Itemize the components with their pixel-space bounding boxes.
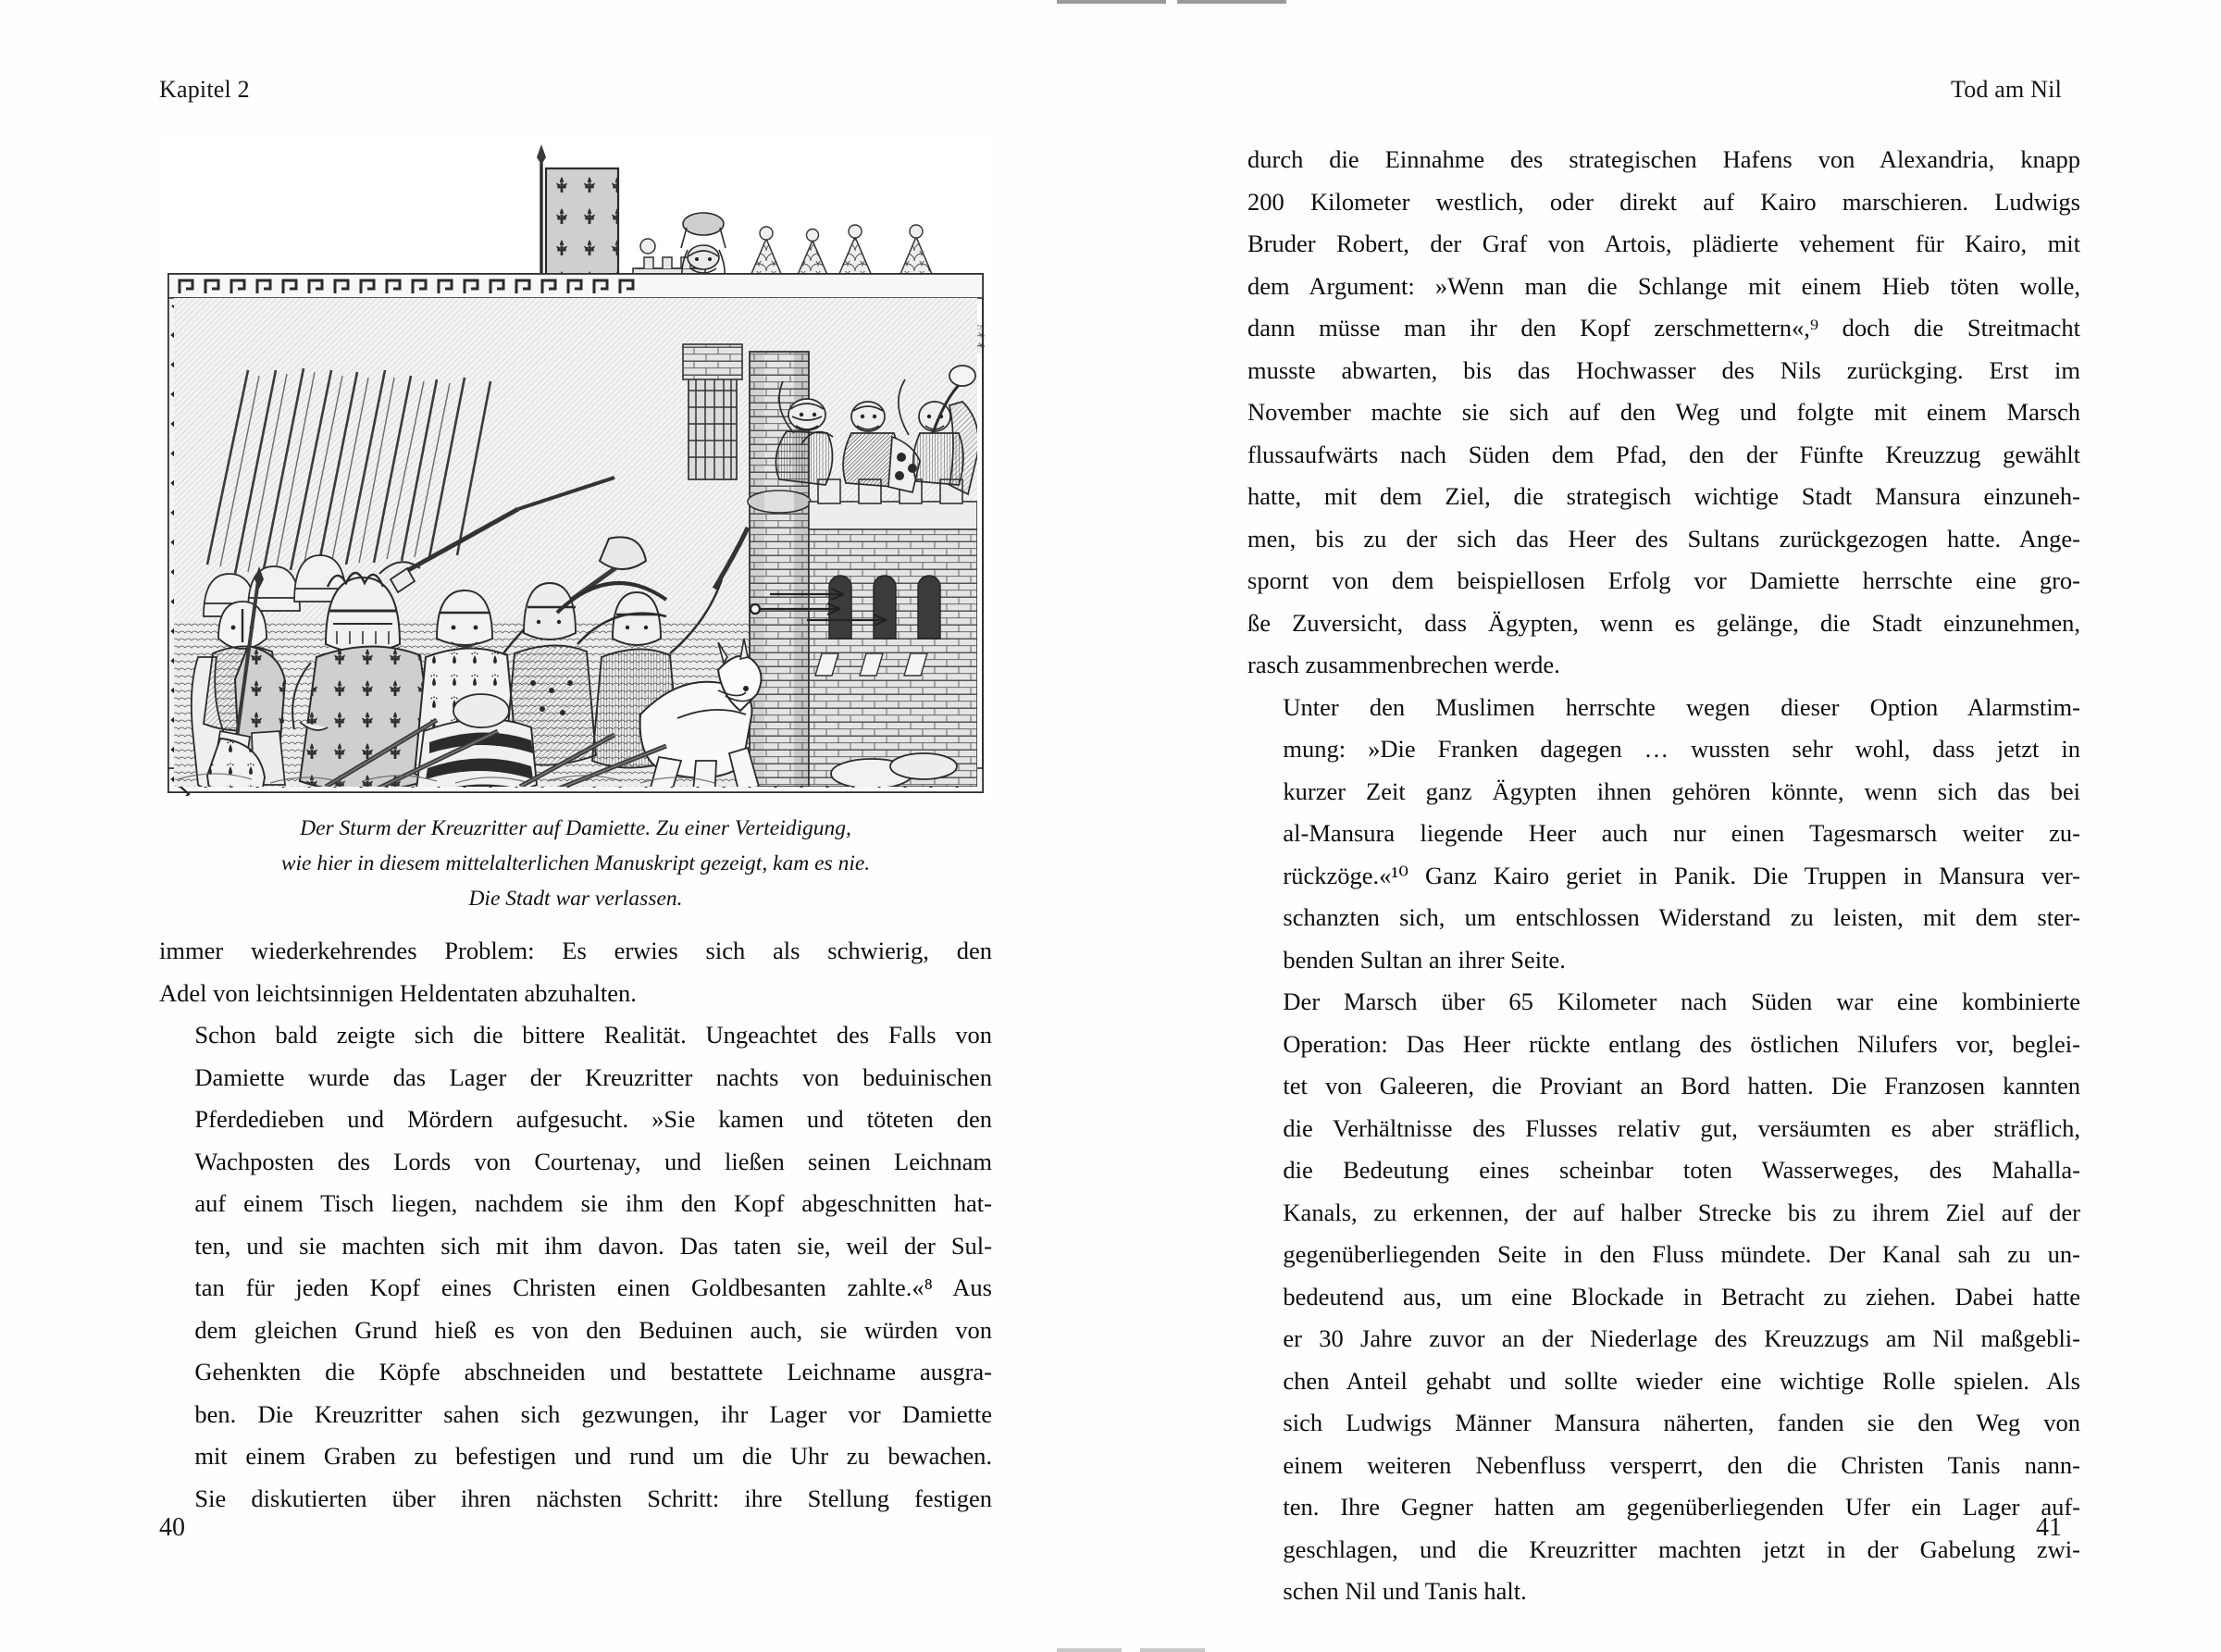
body-column-right	[1247, 139, 2080, 1613]
text-line: Der Marsch über 65 Kilometer nach Süden war eine kombinierte	[1283, 987, 2080, 1015]
text-line: rasch zusammenbrechen werde.	[1247, 651, 1560, 678]
text-line: Operation: Das Heer rückte entlang des östlichen Nilufers vor, beglei-	[1283, 1029, 2080, 1058]
text-line: schen Nil und Tanis halt.	[1283, 1577, 1527, 1605]
text-line: benden Sultan an ihrer Seite.	[1283, 945, 1566, 974]
text-line: schanzten sich, um entschlossen Widerstand zu leisten, mit dem ster-	[1283, 903, 2080, 931]
text-line: immer wiederkehrendes Problem: Es erwies sich als schwierig, den	[159, 937, 992, 964]
text-line: ben. Die Kreuzritter sahen sich gezwungen, ihr Lager vor Damiette	[194, 1399, 992, 1428]
text-line: ten, und sie machten sich mit ihm davon. Das taten sie, weil der Sul-	[194, 1231, 992, 1260]
page-number-left: 40	[159, 1513, 185, 1542]
figure-block	[159, 139, 992, 916]
text-line: mit einem Graben zu befestigen und rund um die Uhr zu bewachen.	[194, 1442, 992, 1470]
text-line: Sie diskutierten über ihren nächsten Schritt: ihre Stellung festigen	[194, 1484, 992, 1512]
paragraph	[1247, 981, 2080, 1613]
running-head-title: Tod am Nil	[1950, 76, 2062, 103]
text-line: gegenüberliegenden Seite in den Fluss mündete. Der Kanal sah zu un-	[1283, 1240, 2080, 1268]
text-line: musste abwarten, bis das Hochwasser des Nils zurückging. Erst im	[1247, 355, 2080, 384]
text-line-footnote-9: dann müsse man ihr den Kopf zerschmettern«,⁹ doch die Streitmacht	[1247, 314, 2080, 342]
text-line: die Bedeutung eines scheinbar toten Wasserweges, des Mahalla-	[1283, 1156, 2080, 1184]
figure-caption	[159, 811, 992, 916]
body-column-left	[159, 930, 992, 1520]
text-line: er 30 Jahre zuvor an der Niederlage des Kreuzzugs am Nil maßgebli-	[1283, 1324, 2080, 1352]
scene-interior	[174, 298, 978, 796]
text-line: Kanals, zu erkennen, der auf halber Strecke bis zu ihrem Ziel auf der	[1283, 1198, 2080, 1226]
text-line: Schon bald zeigte sich die bittere Realität. Ungeachtet des Falls von	[194, 1021, 992, 1049]
text-line: men, bis zu der sich das Heer des Sultans zurückgezogen hatte. Ange-	[1247, 524, 2080, 553]
text-line: al-Mansura liegende Heer auch nur einen Tagesmarsch weiter zu-	[1283, 819, 2080, 847]
text-line: dem gleichen Grund hieß es von den Beduinen auch, sie würden von	[194, 1315, 992, 1344]
text-line: die Verhältnisse des Flusses relativ gut, versäumten es aber sträflich,	[1283, 1113, 2080, 1142]
text-line: tet von Galeeren, die Proviant an Bord hatten. Die Franzosen kannten	[1283, 1072, 2080, 1099]
paragraph	[159, 1014, 992, 1520]
left-page	[0, 0, 1110, 1652]
text-line: ten. Ihre Gegner hatten am gegenüberliegenden Ufer ein Lager auf-	[1283, 1493, 2080, 1521]
text-line: durch die Einnahme des strategischen Hafens von Alexandria, knapp	[1247, 145, 2080, 173]
text-line: geschlagen, und die Kreuzritter machten jetzt in der Gabelung zwi-	[1283, 1534, 2080, 1563]
text-line: kurzer Zeit ganz Ägypten ihnen gehören könnte, wenn sich das bei	[1283, 776, 2080, 805]
text-line: Pferdedieben und Mördern aufgesucht. »Sie kamen und töteten den	[194, 1105, 992, 1133]
text-line: sich Ludwigs Männer Mansura näherten, fanden sie den Weg von	[1283, 1409, 2080, 1436]
page-number-right: 41	[2036, 1513, 2062, 1542]
text-line: Unter den Muslimen herrschte wegen dieser Option Alarmstim-	[1283, 692, 2080, 721]
text-line: flussaufwärts nach Süden dem Pfad, den der Fünfte Kreuzzug gewählt	[1247, 440, 2080, 468]
illustration-crusader-assault	[159, 139, 992, 796]
text-line: Gehenkten die Köpfe abschneiden und bestattete Leichname ausgra-	[194, 1358, 992, 1385]
text-line: spornt von dem beispiellosen Erfolg vor Damiette herrschte eine gro-	[1247, 566, 2080, 594]
text-line: bedeutend aus, um eine Blockade in Betracht zu ziehen. Dabei hatte	[1283, 1282, 2080, 1310]
text-line-footnote-8: tan für jeden Kopf eines Christen einen Goldbesanten zahlte.«⁸ Aus	[194, 1273, 992, 1301]
text-line: November machte sie sich auf den Weg und folgte mit einem Marsch	[1247, 398, 2080, 426]
paragraph	[1247, 139, 2080, 687]
text-line: Damiette wurde das Lager der Kreuzritter nachts von beduinischen	[194, 1062, 992, 1091]
engraving-svg	[159, 139, 992, 796]
text-line: hatte, mit dem Ziel, die strategisch wichtige Stadt Mansura einzuneh-	[1247, 482, 2080, 510]
text-line: Wachposten des Lords von Courtenay, und ließen seinen Leichnam	[194, 1147, 992, 1175]
paragraph	[1247, 687, 2080, 982]
text-line: chen Anteil gehabt und sollte wieder eine wichtige Rolle spielen. Als	[1283, 1366, 2080, 1395]
text-line: auf einem Tisch liegen, nachdem sie ihm den Kopf abgeschnitten hat-	[194, 1189, 992, 1217]
text-line: dem Argument: »Wenn man die Schlange mit einem Hieb töten wolle,	[1247, 271, 2080, 300]
paragraph	[159, 930, 992, 1014]
running-head-chapter: Kapitel 2	[159, 76, 250, 103]
text-line: 200 Kilometer westlich, oder direkt auf Kairo marschieren. Ludwigs	[1247, 187, 2080, 216]
text-line: ße Zuversicht, dass Ägypten, wenn es gelänge, die Stadt einzunehmen,	[1247, 608, 2080, 637]
caption-line-2: wie hier in diesem mittelalterlichen Manuskript gezeigt, kam es nie.	[280, 851, 871, 876]
caption-line-1: Der Sturm der Kreuzritter auf Damiette. Zu einer Verteidigung,	[300, 816, 851, 840]
text-line: Adel von leichtsinnigen Heldentaten abzuhalten.	[159, 978, 637, 1007]
text-line-footnote-10: rückzöge.«¹⁰ Ganz Kairo geriet in Panik. Die Truppen in Mansura ver-	[1283, 861, 2080, 889]
text-line: einem weiteren Nebenfluss versperrt, den die Christen Tanis nann-	[1283, 1450, 2080, 1479]
text-line: Bruder Robert, der Graf von Artois, plädierte vehement für Kairo, mit	[1247, 230, 2080, 257]
text-line: mung: »Die Franken dagegen … wussten sehr wohl, dass jetzt in	[1283, 735, 2080, 763]
caption-line-3: Die Stadt war verlassen.	[468, 887, 683, 912]
